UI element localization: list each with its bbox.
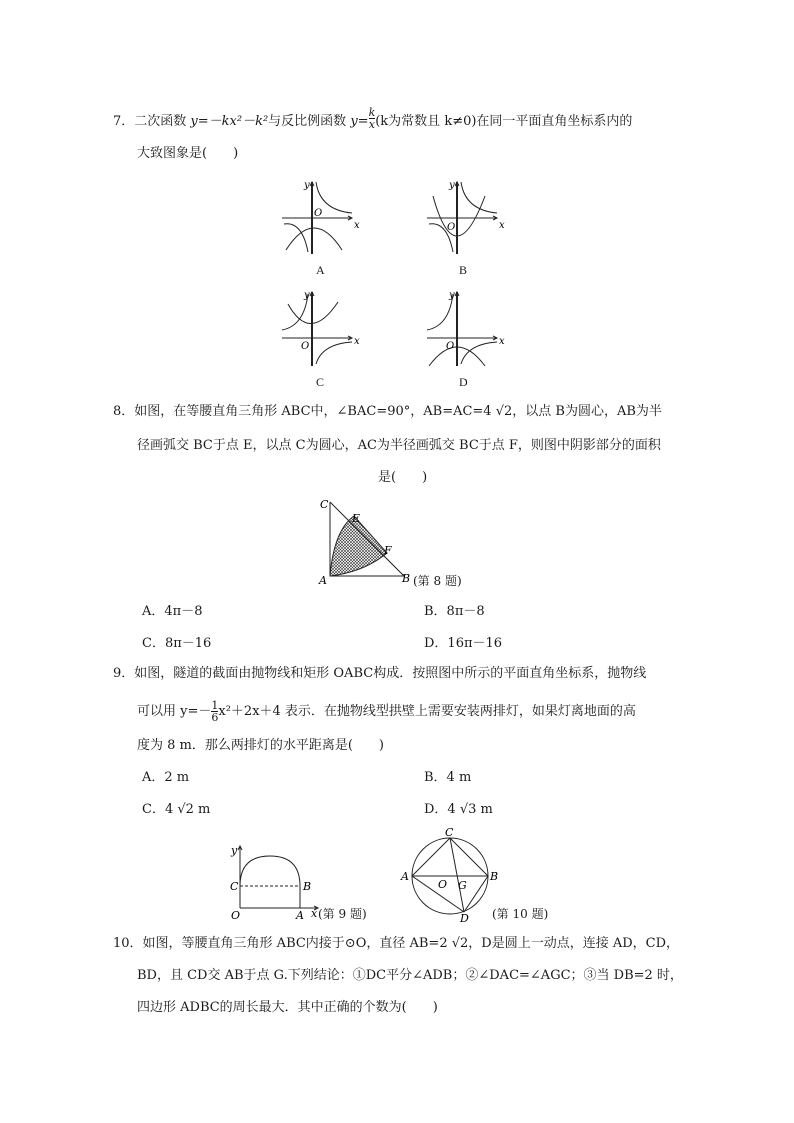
q8-caption: (第 8 题): [413, 574, 462, 588]
q9-frac-num: 1: [211, 699, 219, 712]
q7-c-origin: O: [301, 341, 310, 352]
q8-choice-b: B．8π－8: [424, 604, 485, 619]
q9-choice-c: C．4 √2 m: [142, 802, 211, 817]
q7-stem-b: 与反比例函数: [268, 114, 351, 129]
q8-choice-a: A．4π－8: [142, 604, 203, 619]
q10-point-g: G: [458, 879, 467, 892]
q7-a-origin: O: [314, 208, 323, 219]
q9-choice-b: B．4 m: [424, 770, 472, 785]
q7-d-origin: O: [446, 341, 455, 352]
q9-point-a: A: [296, 909, 304, 922]
q7-b-origin: O: [447, 222, 456, 233]
q7-graph-a: [280, 176, 360, 256]
q9-point-o: O: [231, 909, 241, 922]
q9-frac-den: 6: [211, 711, 219, 724]
q7-option-b: B: [459, 263, 468, 277]
q7-c-x-label: x: [354, 336, 360, 347]
q7-stem-line2: 大致图象是( ): [137, 146, 239, 161]
q10-point-a: A: [401, 870, 409, 883]
q9-stem-line2: [137, 700, 636, 723]
q9-line2-a: 可以用 y=－: [137, 704, 212, 719]
q10-stem-line2: BD，且 CD交 AB于点 G.下列结论：①DC平分∠ADB；②∠DAC=∠AGC；③当 DB=2 时，: [137, 968, 683, 983]
q8-point-c: C: [320, 498, 329, 511]
q7-option-c: C: [316, 375, 325, 389]
q7-stem-c: (k为常数且 k≠0)在同一平面直角坐标系内的: [375, 114, 633, 129]
q10-point-b: B: [490, 870, 499, 883]
q10-stem-line1: 10．如图，等腰直角三角形 ABC内接于⊙O，直径 AB=2 √2，D是圆上一动点，连接 AD，CD，: [113, 936, 680, 951]
q8-point-a: A: [319, 574, 327, 587]
q7-graph-d: [425, 288, 505, 368]
q7-number: 7．: [113, 114, 135, 129]
q10-figure: [398, 826, 502, 922]
q7-a-x-label: x: [354, 220, 360, 231]
q7-fraction: [369, 107, 376, 130]
q7-option-a: A: [316, 263, 325, 277]
q10-point-d: D: [460, 912, 469, 922]
q7-graph-c: [280, 288, 360, 368]
q9-y-label: y: [231, 844, 238, 857]
q9-x-label: x: [311, 907, 318, 920]
q7-c-y-label: y: [304, 290, 310, 301]
q7-stem-line1: [113, 106, 633, 133]
q7-d-y-label: y: [449, 290, 455, 301]
q9-point-b: B: [303, 880, 312, 893]
q7-b-x-label: x: [499, 220, 505, 231]
q7-frac-num: k: [368, 106, 376, 119]
q9-choice-d: D．4 √3 m: [424, 802, 493, 817]
q9-figure: [228, 840, 328, 922]
q10-caption: (第 10 题): [492, 907, 549, 921]
q10-stem-line3: 四边形 ADBC的周长最大．其中正确的个数为( ): [137, 1000, 438, 1015]
q9-choice-a: A．2 m: [142, 770, 190, 785]
q7-stem-a: 二次函数: [134, 114, 191, 129]
q9-stem-line3: 度为 8 m．那么两排灯的水平距离是( ): [137, 738, 385, 753]
q9-line2-b: x²＋2x＋4 表示．在抛物线型拱壁上需要安装两排灯，如果灯离地面的高: [218, 704, 636, 719]
q8-choice-c: C．8π－16: [142, 636, 212, 651]
q7-graph-b: [425, 176, 505, 256]
q9-point-c: C: [230, 880, 239, 893]
q9-stem-line1: 9．如图，隧道的截面由抛物线和矩形 OABC构成．按照图中所示的平面直角坐标系，抛物线: [113, 666, 647, 681]
q8-point-b: B: [402, 572, 411, 585]
q10-point-o: O: [438, 878, 448, 891]
q7-d-x-label: x: [499, 336, 505, 347]
q7-func2-lhs: y=: [350, 114, 369, 129]
q10-point-c: C: [445, 826, 454, 839]
q7-a-y-label: y: [304, 180, 310, 191]
q8-point-e: E: [352, 512, 361, 525]
q8-point-f: F: [384, 544, 392, 557]
q8-stem-line3: 是( ): [378, 470, 428, 485]
q8-stem-line2: 径画弧交 BC于点 E，以点 C为圆心，AC为半径画弧交 BC于点 F，则图中阴影部分的面积: [137, 438, 661, 453]
q7-frac-den: x: [368, 118, 375, 131]
q7-option-d: D: [459, 375, 468, 389]
q8-stem-line1: 8．如图，在等腰直角三角形 ABC中，∠BAC=90°，AB=AC=4 √2，以点 B为圆心，AB为半: [113, 404, 662, 419]
q8-choice-d: D．16π－16: [424, 636, 503, 651]
q7-b-y-label: y: [449, 180, 455, 191]
q7-func1: y=－kx²－k²: [190, 114, 269, 129]
q9-caption: (第 9 题): [318, 907, 367, 921]
